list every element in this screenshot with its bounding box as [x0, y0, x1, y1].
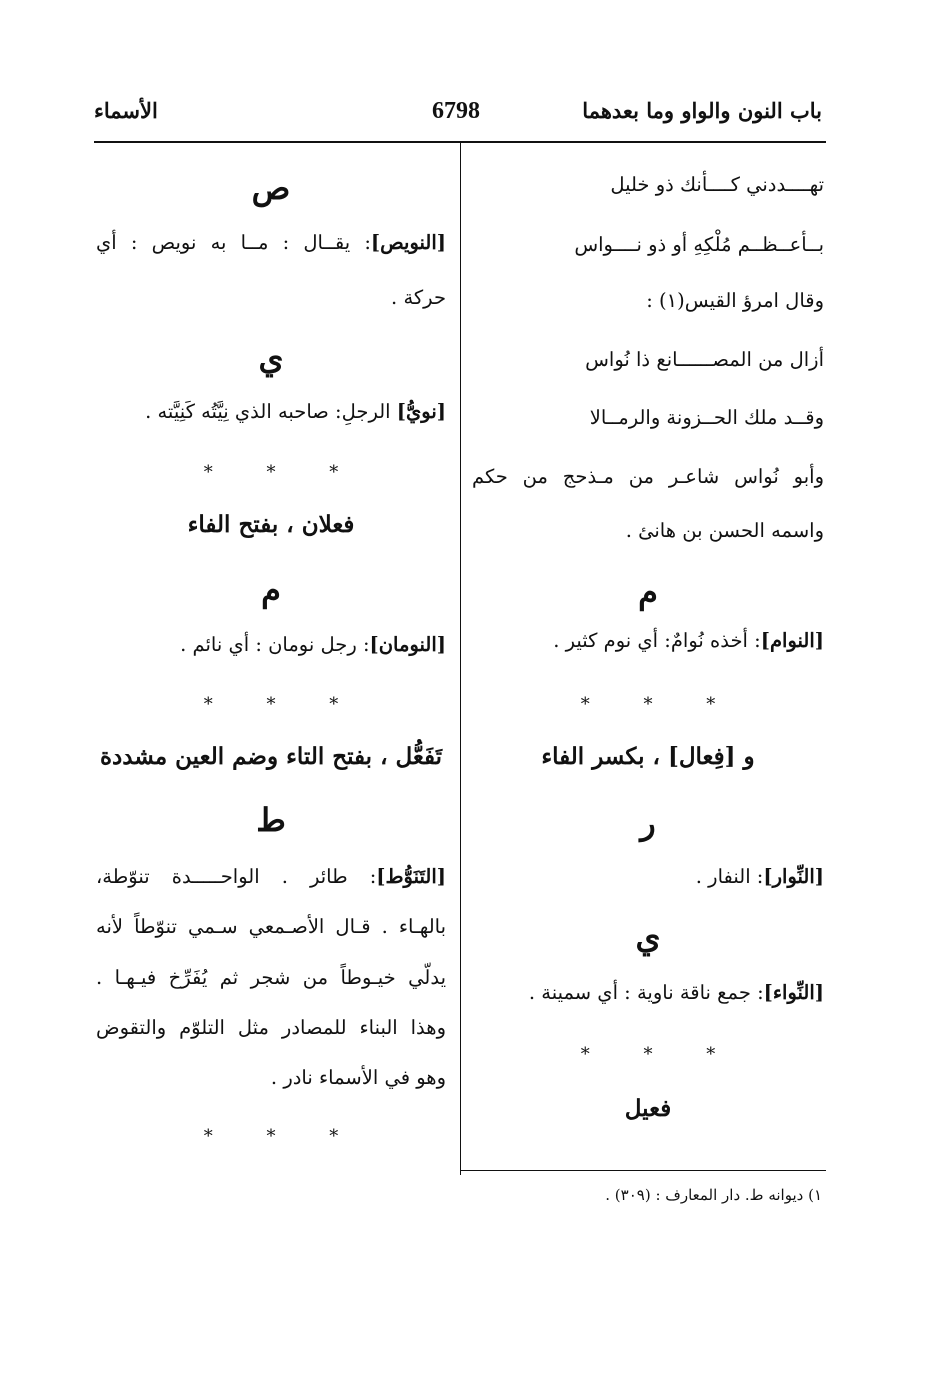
entry-line: [529, 978, 824, 1008]
text-line: واسمه الحسن بن هانئ .: [625, 519, 824, 542]
section-separator: * * *: [580, 1044, 740, 1065]
text-line: وهذا البناء للمصادر مثل التلوّم والتقوض: [96, 1016, 446, 1039]
letter-heading-mim: م: [261, 571, 281, 609]
entry-keyword: [النِّوار]: [763, 865, 824, 888]
section-separator: * * *: [203, 1126, 363, 1147]
entry-definition: : جمع ناقة ناوية : أي سمينة .: [528, 981, 764, 1004]
text-line: بالهـاء . قـال الأصـمعي سـمي تنوّطاً لأنه: [96, 915, 446, 938]
verse-line: وقــد ملك الحــزونة والرمــالا: [589, 406, 824, 429]
section-heading: تَفَعُّل ، بفتح التاء وضم العين مشددة: [99, 743, 443, 770]
text-line: حركة .: [391, 286, 446, 309]
letter-heading-mim: م: [638, 573, 658, 611]
column-divider: [460, 141, 461, 1175]
entry-keyword: [النوام]: [760, 629, 824, 652]
entry-line: [696, 862, 824, 892]
text-line: يدلّي خيـوطاً من شجر ثم يُفَرِّخ فيـهـا .: [96, 966, 446, 989]
page-number: 6798: [432, 98, 480, 124]
section-separator: * * *: [203, 694, 363, 715]
letter-heading-ya: ي: [635, 918, 661, 956]
section-heading: فعلان ، بفتح الفاء: [187, 511, 355, 538]
entry-definition: : طائر . الواحـــــدة تنوّطة،: [96, 865, 377, 888]
verse-line: تهــــددني كــــأنك ذو خليل: [610, 173, 824, 196]
section-separator: * * *: [580, 694, 740, 715]
entry-line: [96, 862, 446, 892]
entry-line: [180, 630, 446, 660]
entry-definition: الرجلِ: صاحبه الذي نِيَّتُه كَنِيَّته .: [145, 400, 397, 423]
entry-line: [96, 228, 446, 258]
letter-heading-sad: ص: [251, 169, 291, 207]
footnote-rule: [460, 1170, 826, 1171]
section-heading: فعيل: [624, 1095, 672, 1122]
citation-line: وقال امرؤ القيس(١) :: [646, 289, 824, 312]
entry-keyword: [النومان]: [369, 633, 446, 656]
text-line: وأبو نُواس شاعـر من مـذحج من حكم: [472, 465, 824, 488]
letter-heading-ra: ر: [640, 804, 656, 842]
header-left-title: الأسماء: [94, 98, 158, 123]
entry-keyword: [نويُّ]: [396, 400, 446, 423]
letter-heading-ya: ي: [258, 339, 284, 377]
entry-keyword: [النِّواء]: [763, 981, 824, 1004]
text-line: وهو في الأسماء نادر .: [270, 1066, 446, 1089]
verse-line: بــأعــظــم مُلْكِهِ أو ذو نــــواس: [574, 233, 824, 256]
header-right-title: باب النون والواو وما بعدهما: [582, 98, 822, 123]
letter-heading-ta: ط: [256, 801, 286, 839]
entry-definition: : رجل نومان : أي نائم .: [180, 633, 370, 656]
entry-definition: : يقــال : مــا به نويص : أي: [96, 231, 371, 254]
verse-line: أزال من المصــــــانع ذا نُواس: [585, 348, 824, 371]
entry-definition: : النفار .: [695, 865, 764, 888]
entry-line: [145, 397, 446, 427]
entry-keyword: [النويص]: [370, 231, 446, 254]
section-heading: و [فِعال] ، بكسر الفاء: [541, 743, 755, 770]
footnote: ١) ديوانه ط. دار المعارف : (٣٠٩) .: [605, 1186, 822, 1204]
entry-line: [553, 626, 824, 656]
entry-definition: : أخذه نُوامٌ: أي نوم كثير .: [553, 629, 761, 652]
section-separator: * * *: [203, 462, 363, 483]
entry-keyword: [التَنَوُّط]: [376, 865, 446, 888]
